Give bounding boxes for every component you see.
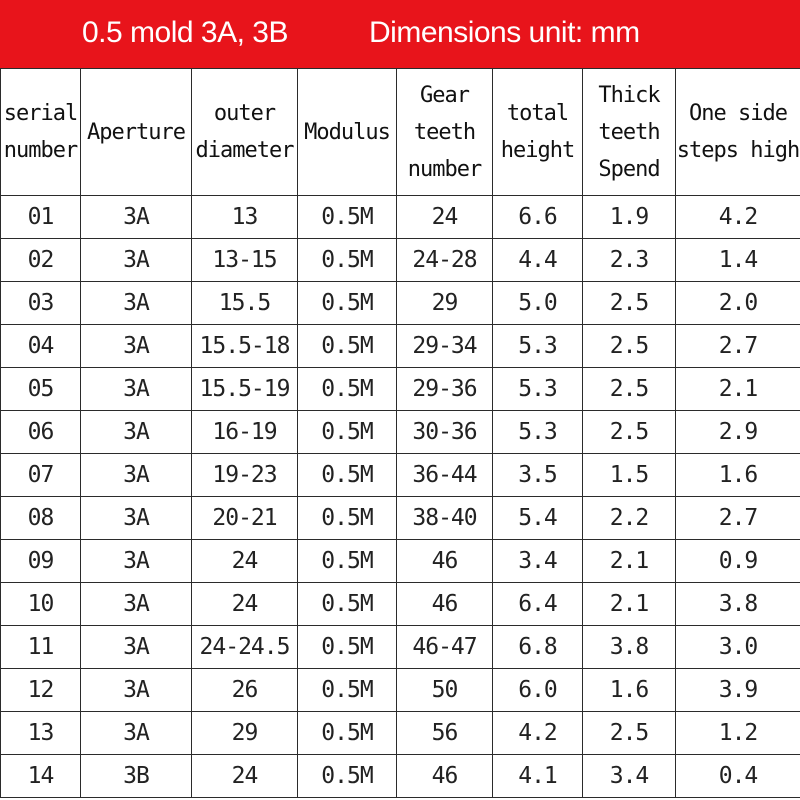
header-one-side-steps-high: One side steps high	[676, 69, 800, 196]
aperture-cell: 3A	[81, 497, 192, 540]
gear-teeth-cell: 24	[397, 196, 493, 239]
table-row	[1, 282, 800, 325]
modulus-cell: 0.5M	[298, 282, 397, 325]
serial-number-cell: 14	[1, 755, 81, 798]
thick-teeth-cell: 2.5	[583, 325, 676, 368]
serial-number-cell: 06	[1, 411, 81, 454]
thick-teeth-cell: 3.8	[583, 626, 676, 669]
gear-teeth-cell: 36-44	[397, 454, 493, 497]
steps-high-cell: 2.7	[676, 325, 800, 368]
modulus-cell: 0.5M	[298, 669, 397, 712]
gear-teeth-cell: 29	[397, 282, 493, 325]
gear-teeth-cell: 30-36	[397, 411, 493, 454]
aperture-cell: 3A	[81, 239, 192, 282]
modulus-cell: 0.5M	[298, 626, 397, 669]
table-row	[1, 325, 800, 368]
header-total-height: total height	[493, 69, 583, 196]
modulus-cell: 0.5M	[298, 540, 397, 583]
outer-diameter-cell: 20-21	[192, 497, 298, 540]
serial-number-cell: 12	[1, 669, 81, 712]
outer-diameter-cell: 13-15	[192, 239, 298, 282]
aperture-cell: 3A	[81, 540, 192, 583]
thick-teeth-cell: 2.3	[583, 239, 676, 282]
total-height-cell: 3.5	[493, 454, 583, 497]
table-row	[1, 755, 800, 798]
thick-teeth-cell: 2.2	[583, 497, 676, 540]
title-banner	[0, 0, 800, 68]
thick-teeth-cell: 2.5	[583, 282, 676, 325]
gear-teeth-cell: 46	[397, 755, 493, 798]
table-row	[1, 368, 800, 411]
gear-teeth-cell: 29-36	[397, 368, 493, 411]
outer-diameter-cell: 15.5-18	[192, 325, 298, 368]
gear-teeth-cell: 50	[397, 669, 493, 712]
modulus-cell: 0.5M	[298, 454, 397, 497]
thick-teeth-cell: 1.5	[583, 454, 676, 497]
gear-teeth-cell: 24-28	[397, 239, 493, 282]
total-height-cell: 5.3	[493, 325, 583, 368]
total-height-cell: 5.0	[493, 282, 583, 325]
total-height-cell: 3.4	[493, 540, 583, 583]
outer-diameter-cell: 15.5-19	[192, 368, 298, 411]
modulus-cell: 0.5M	[298, 368, 397, 411]
steps-high-cell: 3.8	[676, 583, 800, 626]
header-gear-teeth-number: Gear teeth number	[397, 69, 493, 196]
modulus-cell: 0.5M	[298, 583, 397, 626]
total-height-cell: 6.0	[493, 669, 583, 712]
table-row	[1, 626, 800, 669]
table-row	[1, 712, 800, 755]
thick-teeth-cell: 2.5	[583, 411, 676, 454]
steps-high-cell: 1.2	[676, 712, 800, 755]
gear-teeth-cell: 29-34	[397, 325, 493, 368]
thick-teeth-cell: 2.5	[583, 368, 676, 411]
table-row	[1, 239, 800, 282]
mold-title: 0.5 mold 3A, 3B	[82, 16, 288, 49]
serial-number-cell: 11	[1, 626, 81, 669]
steps-high-cell: 2.1	[676, 368, 800, 411]
gear-teeth-cell: 46-47	[397, 626, 493, 669]
total-height-cell: 6.8	[493, 626, 583, 669]
total-height-cell: 6.4	[493, 583, 583, 626]
total-height-cell: 4.1	[493, 755, 583, 798]
aperture-cell: 3A	[81, 454, 192, 497]
table-row	[1, 540, 800, 583]
header-serial-number: serial number	[1, 69, 81, 196]
serial-number-cell: 01	[1, 196, 81, 239]
table-row	[1, 196, 800, 239]
table-row	[1, 669, 800, 712]
steps-high-cell: 0.9	[676, 540, 800, 583]
aperture-cell: 3A	[81, 669, 192, 712]
steps-high-cell: 4.2	[676, 196, 800, 239]
aperture-cell: 3A	[81, 626, 192, 669]
thick-teeth-cell: 1.9	[583, 196, 676, 239]
gear-teeth-cell: 46	[397, 540, 493, 583]
thick-teeth-cell: 1.6	[583, 669, 676, 712]
steps-high-cell: 0.4	[676, 755, 800, 798]
header-row	[1, 69, 800, 196]
thick-teeth-cell: 2.1	[583, 540, 676, 583]
outer-diameter-cell: 24	[192, 583, 298, 626]
steps-high-cell: 2.7	[676, 497, 800, 540]
steps-high-cell: 2.9	[676, 411, 800, 454]
total-height-cell: 6.6	[493, 196, 583, 239]
thick-teeth-cell: 2.1	[583, 583, 676, 626]
aperture-cell: 3A	[81, 583, 192, 626]
total-height-cell: 4.4	[493, 239, 583, 282]
aperture-cell: 3A	[81, 368, 192, 411]
serial-number-cell: 10	[1, 583, 81, 626]
outer-diameter-cell: 13	[192, 196, 298, 239]
modulus-cell: 0.5M	[298, 497, 397, 540]
outer-diameter-cell: 24	[192, 540, 298, 583]
steps-high-cell: 2.0	[676, 282, 800, 325]
serial-number-cell: 05	[1, 368, 81, 411]
serial-number-cell: 03	[1, 282, 81, 325]
modulus-cell: 0.5M	[298, 325, 397, 368]
modulus-cell: 0.5M	[298, 411, 397, 454]
outer-diameter-cell: 19-23	[192, 454, 298, 497]
total-height-cell: 5.3	[493, 411, 583, 454]
outer-diameter-cell: 24-24.5	[192, 626, 298, 669]
outer-diameter-cell: 16-19	[192, 411, 298, 454]
serial-number-cell: 09	[1, 540, 81, 583]
modulus-cell: 0.5M	[298, 755, 397, 798]
table-row	[1, 583, 800, 626]
steps-high-cell: 3.0	[676, 626, 800, 669]
serial-number-cell: 04	[1, 325, 81, 368]
modulus-cell: 0.5M	[298, 196, 397, 239]
table-row	[1, 497, 800, 540]
aperture-cell: 3A	[81, 712, 192, 755]
gear-teeth-cell: 56	[397, 712, 493, 755]
header-modulus: Modulus	[298, 69, 397, 196]
modulus-cell: 0.5M	[298, 239, 397, 282]
header-thick-teeth-spend: Thick teeth Spend	[583, 69, 676, 196]
steps-high-cell: 1.6	[676, 454, 800, 497]
outer-diameter-cell: 26	[192, 669, 298, 712]
steps-high-cell: 3.9	[676, 669, 800, 712]
aperture-cell: 3A	[81, 325, 192, 368]
header-outer-diameter: outer diameter	[192, 69, 298, 196]
thick-teeth-cell: 2.5	[583, 712, 676, 755]
total-height-cell: 5.3	[493, 368, 583, 411]
table-body	[1, 196, 800, 798]
aperture-cell: 3A	[81, 282, 192, 325]
modulus-cell: 0.5M	[298, 712, 397, 755]
table-row	[1, 411, 800, 454]
outer-diameter-cell: 29	[192, 712, 298, 755]
serial-number-cell: 02	[1, 239, 81, 282]
serial-number-cell: 08	[1, 497, 81, 540]
thick-teeth-cell: 3.4	[583, 755, 676, 798]
gear-spec-table	[0, 68, 800, 798]
header-aperture: Aperture	[81, 69, 192, 196]
aperture-cell: 3A	[81, 196, 192, 239]
aperture-cell: 3A	[81, 411, 192, 454]
total-height-cell: 5.4	[493, 497, 583, 540]
units-title: Dimensions unit: mm	[369, 16, 640, 49]
outer-diameter-cell: 15.5	[192, 282, 298, 325]
aperture-cell: 3B	[81, 755, 192, 798]
outer-diameter-cell: 24	[192, 755, 298, 798]
gear-teeth-cell: 46	[397, 583, 493, 626]
serial-number-cell: 07	[1, 454, 81, 497]
serial-number-cell: 13	[1, 712, 81, 755]
steps-high-cell: 1.4	[676, 239, 800, 282]
gear-teeth-cell: 38-40	[397, 497, 493, 540]
total-height-cell: 4.2	[493, 712, 583, 755]
table-row	[1, 454, 800, 497]
